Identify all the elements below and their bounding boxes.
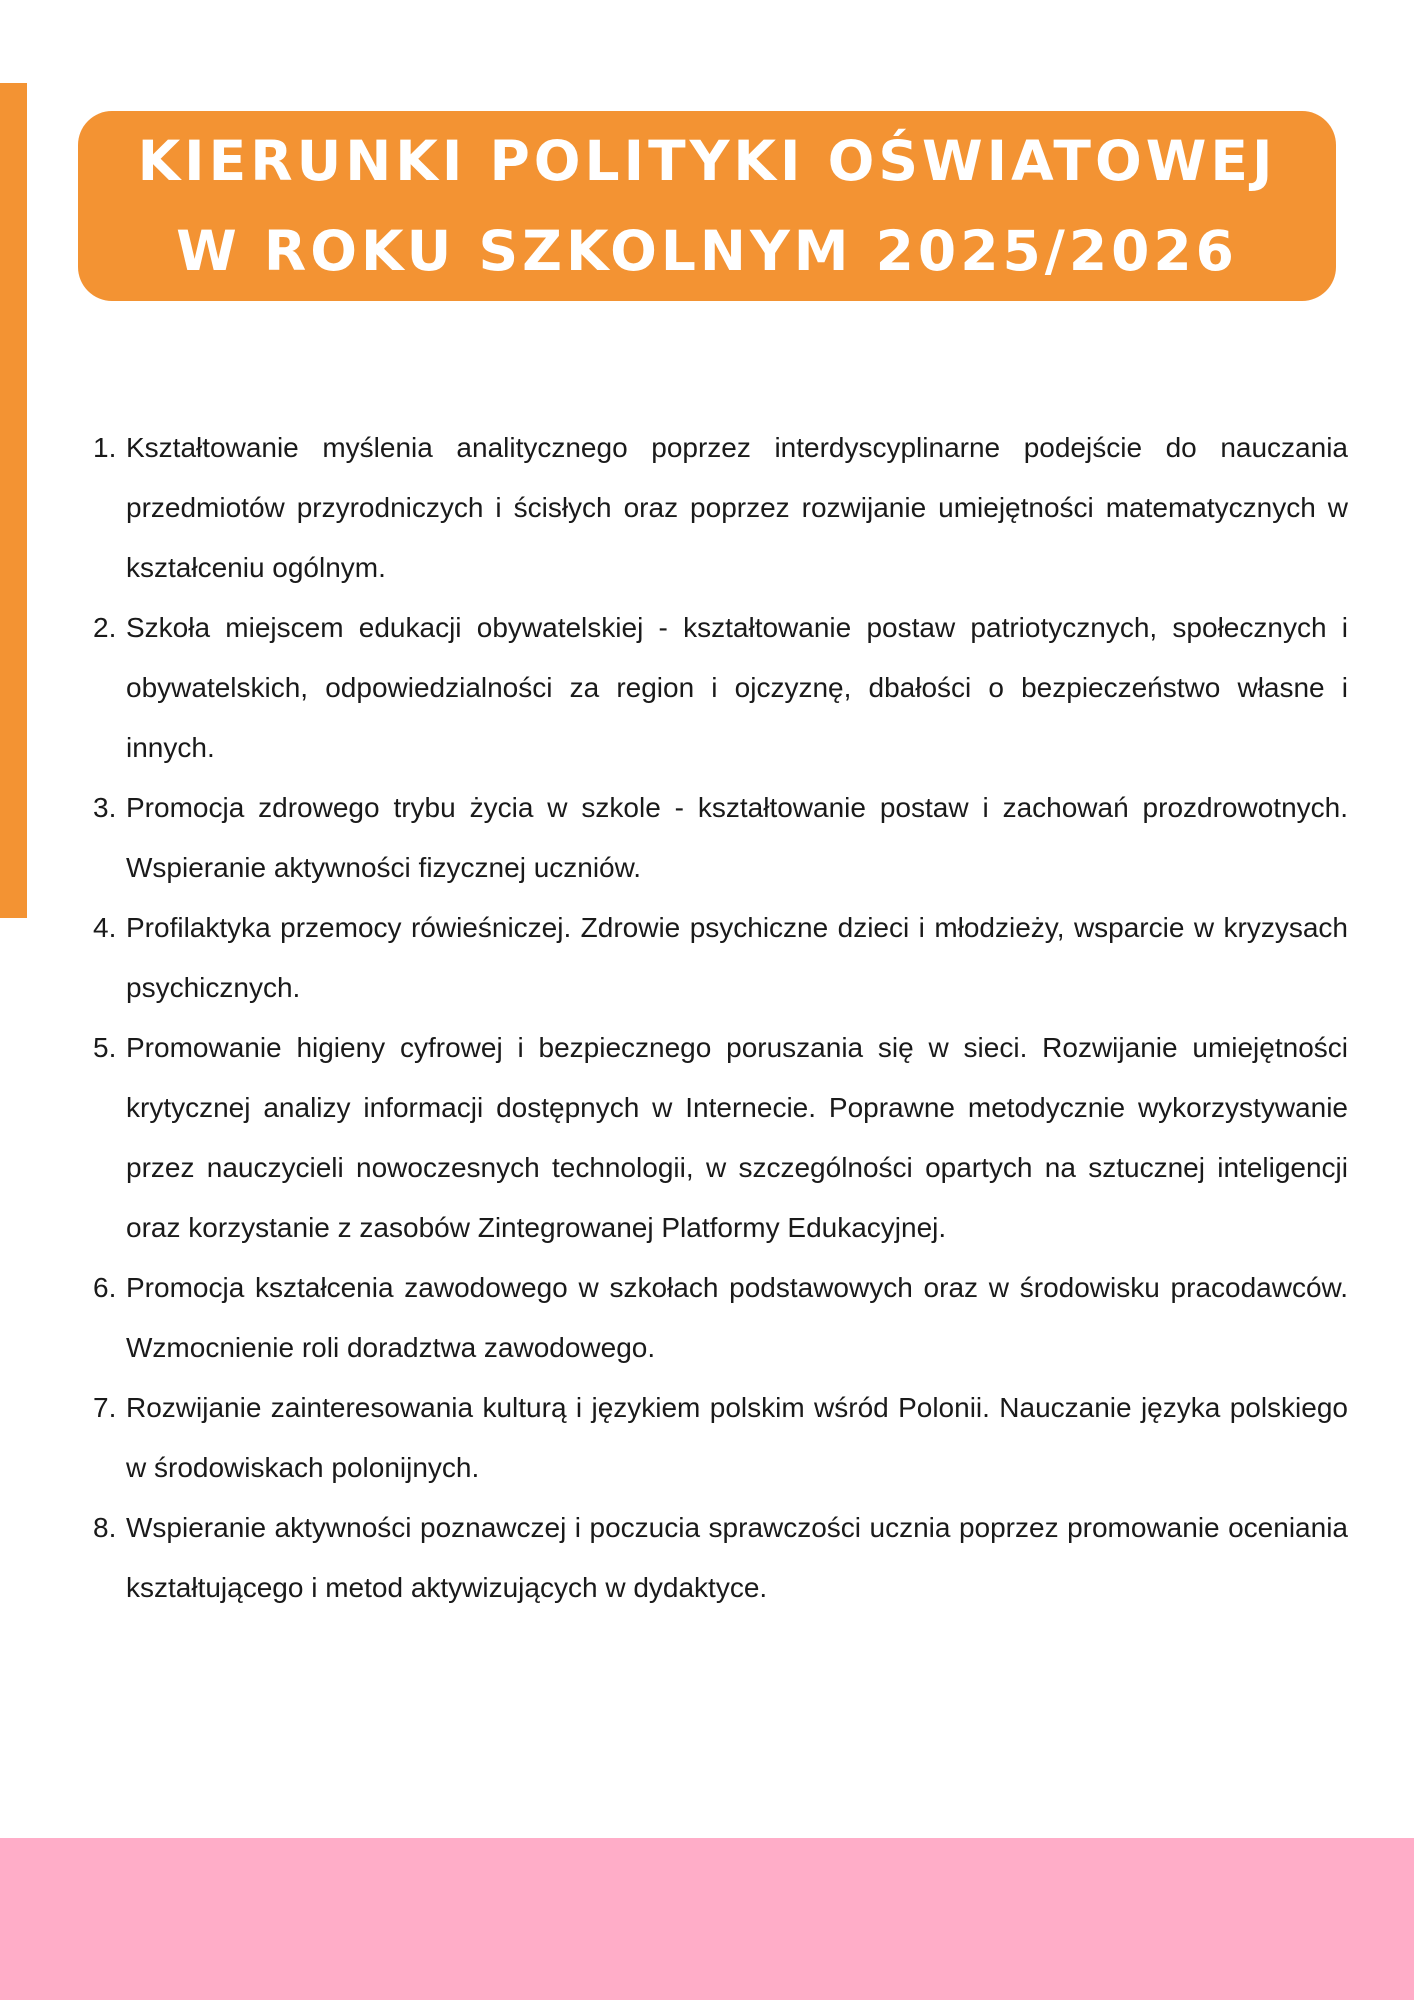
list-item-2	[88, 598, 1348, 778]
bottom-decorative-band	[0, 1838, 1414, 2000]
list-item-6	[88, 1258, 1348, 1378]
page-title-line-1: KIERUNKI POLITYKI OŚWIATOWEJ	[137, 129, 1277, 193]
list-item-number: 3.	[93, 792, 117, 823]
title-banner	[78, 111, 1336, 301]
page-title-line-2: W ROKU SZKOLNYM 2025/2026	[176, 219, 1238, 283]
list-item-number: 2.	[93, 612, 117, 643]
list-item-text: Promocja kształcenia zawodowego w szkołach podstawowych oraz w środowisku pracodawców. Wzmocnienie roli doradztwa zawodowego.	[126, 1272, 1348, 1363]
list-item-text: Profilaktyka przemocy rówieśniczej. Zdrowie psychiczne dzieci i młodzieży, wsparcie w kryzysach psychicznych.	[126, 912, 1348, 1003]
list-item-text: Promowanie higieny cyfrowej i bezpiecznego poruszania się w sieci. Rozwijanie umiejętności krytycznej analizy informacji dostępnych w Internecie. Poprawne metodycznie wykorzystywanie przez nauczycieli nowoczesnych technologii, w szczególności opartych na sztucznej inteligencji oraz korzystanie z zasobów Zintegrowanej Platformy Edukacyjnej.	[126, 1032, 1348, 1243]
list-item-4	[88, 898, 1348, 1018]
list-item-text: Kształtowanie myślenia analitycznego poprzez interdyscyplinarne podejście do nauczania przedmiotów przyrodniczych i ścisłych oraz poprzez rozwijanie umiejętności matematycznych w kształceniu ogólnym.	[126, 432, 1348, 583]
list-item-7	[88, 1378, 1348, 1498]
list-item-3	[88, 778, 1348, 898]
list-item-number: 8.	[93, 1512, 117, 1543]
list-item-text: Szkoła miejscem edukacji obywatelskiej - kształtowanie postaw patriotycznych, społecznych i obywatelskich, odpowiedzialności za region i ojczyznę, dbałości o bezpieczeństwo własne i innych.	[126, 612, 1348, 763]
list-item-number: 7.	[93, 1392, 117, 1423]
list-item-8	[88, 1498, 1348, 1618]
list-item-1	[88, 418, 1348, 598]
left-accent-bar	[0, 83, 27, 918]
list-item-number: 6.	[93, 1272, 117, 1303]
list-item-text: Rozwijanie zainteresowania kulturą i językiem polskim wśród Polonii. Nauczanie języka polskiego w środowiskach polonijnych.	[126, 1392, 1348, 1483]
list-item-5	[88, 1018, 1348, 1258]
list-item-number: 5.	[93, 1032, 117, 1063]
list-item-text: Promocja zdrowego trybu życia w szkole - kształtowanie postaw i zachowań prozdrowotnych. Wspieranie aktywności fizycznej uczniów.	[126, 792, 1348, 883]
list-item-text: Wspieranie aktywności poznawczej i poczucia sprawczości ucznia poprzez promowanie oceniania kształtującego i metod aktywizujących w dydaktyce.	[126, 1512, 1348, 1603]
list-item-number: 4.	[93, 912, 117, 943]
policy-directions-list	[88, 418, 1348, 1618]
list-item-number: 1.	[93, 432, 117, 463]
